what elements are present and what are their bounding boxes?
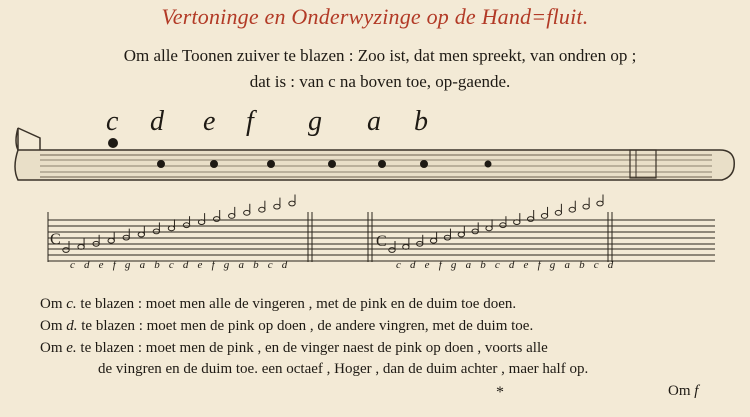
staff-letters-right: c d e f g a b c d e f g a b c d <box>396 259 617 271</box>
hand-letter-f: f <box>246 106 254 137</box>
rule-line-4 <box>98 361 718 378</box>
note-head <box>527 217 533 222</box>
note-head <box>597 201 603 206</box>
rule-line-2 <box>40 318 720 335</box>
hand-letter-c: c <box>106 106 119 137</box>
note-head <box>555 210 561 215</box>
note-head <box>168 226 174 231</box>
hand-letter-d: d <box>150 106 164 137</box>
svg-text:C: C <box>376 233 387 250</box>
intro-line-1: Om alle Toonen zuiver te blazen : Zoo ist, dat men spreekt, van ondren op ; <box>123 46 637 65</box>
hand-letter-e: e <box>203 106 216 137</box>
rule-prefix: Om <box>40 340 63 356</box>
note-head <box>289 201 295 206</box>
rule-prefix: Om <box>40 296 63 312</box>
rule-note: d. <box>66 318 78 334</box>
rule-text: te blazen : moet men de pink op doen , de andere vingren, met de duim toe. <box>81 318 534 334</box>
note-head <box>153 229 159 234</box>
note-head <box>183 223 189 228</box>
note-head <box>108 238 114 243</box>
rule-note: c. <box>66 296 77 312</box>
rule-line-1 <box>40 296 720 313</box>
rule-note: e. <box>66 340 77 356</box>
note-head <box>259 207 265 212</box>
staff-letters-left: c d e f g a b c d e f g a b c d <box>70 259 291 271</box>
rule-text: te blazen : moet men alle de vingeren , met de pink en de duim toe doen. <box>80 296 517 312</box>
hand-letter-a: a <box>367 106 381 137</box>
page-title: Vertoninge en Onderwyzinge op de Hand=fluit. <box>161 4 589 29</box>
hand-letter-g: g <box>308 106 322 137</box>
note-head <box>472 229 478 234</box>
note-head <box>430 238 436 243</box>
rule-text: te blazen : moet men de pink , en de vinger naest de pink op doen , voorts alle <box>80 340 548 356</box>
note-head <box>389 248 395 253</box>
note-head <box>274 204 280 209</box>
note-head <box>569 207 575 212</box>
note-head <box>541 214 547 219</box>
note-head <box>486 226 492 231</box>
signature-mark: * <box>496 384 504 401</box>
recorder-illustration <box>15 128 734 180</box>
rule-line-3 <box>40 340 720 357</box>
intro-line-2: dat is : van c na boven toe, op-gaende. <box>249 72 511 91</box>
hand-letter-b: b <box>414 106 428 137</box>
note-head <box>500 223 506 228</box>
catchword-note: f <box>694 383 699 399</box>
note-head <box>229 214 235 219</box>
rule-prefix: Om <box>40 318 63 334</box>
catchword-text: Om <box>668 383 691 399</box>
note-head <box>138 232 144 237</box>
svg-text:C: C <box>50 231 61 248</box>
note-head <box>213 217 219 222</box>
note-head <box>458 232 464 237</box>
note-head <box>244 210 250 215</box>
note-head <box>583 204 589 209</box>
note-head <box>63 248 69 253</box>
rule-text: de vingren en de duim toe. een octaef , Hoger , dan de duim achter , maer half op. <box>98 361 589 377</box>
catchword <box>668 383 698 400</box>
